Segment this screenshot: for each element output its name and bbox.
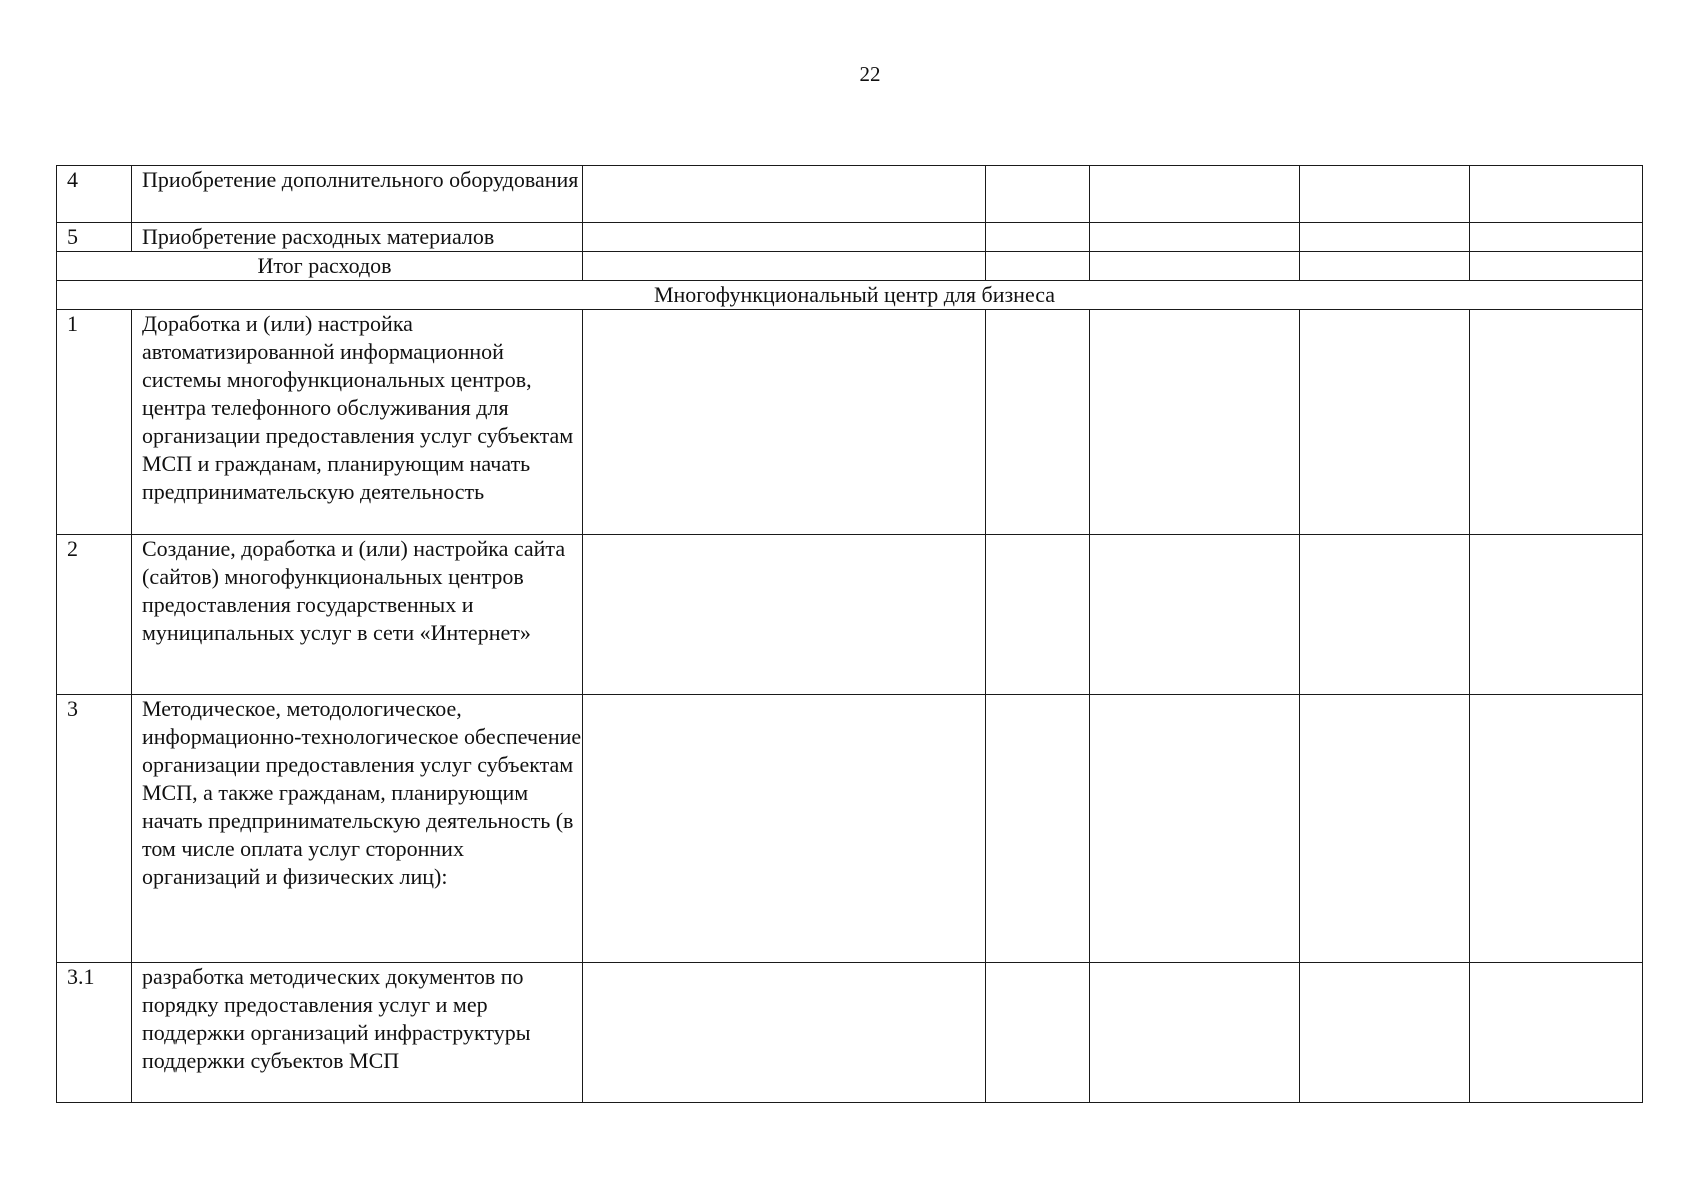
empty-cell: [1300, 535, 1470, 695]
empty-cell: [986, 535, 1090, 695]
empty-cell: [986, 963, 1090, 1103]
row-description-text: Создание, доработка и (или) настройка сайта (сайтов) многофункциональных центров предоставления государственных и муниципальных услуг в сети «Интернет»: [142, 536, 566, 645]
row-number: 4: [57, 166, 132, 223]
empty-cell: [1300, 252, 1470, 281]
empty-cell: [1300, 963, 1470, 1103]
section-header-row: [57, 281, 1643, 310]
row-description-text: разработка методических документов по порядку предоставления услуг и мер поддержки организаций инфраструктуры поддержки субъектов МСП: [142, 964, 531, 1073]
empty-cell: [1470, 695, 1643, 963]
empty-cell: [583, 310, 986, 535]
empty-cell: [1470, 166, 1643, 223]
empty-cell: [583, 223, 986, 252]
empty-cell: [1090, 535, 1300, 695]
row-number: 5: [57, 223, 132, 252]
row-number: 1: [57, 310, 132, 535]
row-description-text: Доработка и (или) настройка автоматизированной информационной системы многофункциональных центров, центра телефонного обслуживания для организации предоставления услуг субъектам МСП и гражданам, планирующим начать предпринимательскую деятельность: [142, 311, 574, 504]
row-description: [132, 310, 583, 535]
section-title: Многофункциональный центр для бизнеса: [57, 281, 1643, 310]
empty-cell: [583, 695, 986, 963]
empty-cell: [1470, 223, 1643, 252]
row-description: [132, 223, 583, 252]
empty-cell: [1470, 535, 1643, 695]
empty-cell: [1300, 695, 1470, 963]
empty-cell: [986, 695, 1090, 963]
table-row: [57, 963, 1643, 1103]
empty-cell: [1470, 252, 1643, 281]
row-description: [132, 963, 583, 1103]
empty-cell: [1470, 310, 1643, 535]
empty-cell: [1300, 310, 1470, 535]
empty-cell: [986, 252, 1090, 281]
row-description-text: Методическое, методологическое, информационно-технологическое обеспечение организации предоставления услуг субъектам МСП, а также гражданам, планирующим начать предпринимательскую деятельность (в том числе оплата услуг сторонних организаций и физических лиц):: [142, 696, 582, 889]
table-row: [57, 166, 1643, 223]
row-description: [132, 695, 583, 963]
empty-cell: [1300, 223, 1470, 252]
table-row: [57, 535, 1643, 695]
empty-cell: [986, 223, 1090, 252]
row-description-text: Приобретение дополнительного оборудования: [142, 167, 579, 192]
total-row: [57, 252, 1643, 281]
empty-cell: [1470, 963, 1643, 1103]
page-number: 22: [859, 62, 881, 86]
empty-cell: [1090, 695, 1300, 963]
table-row: [57, 695, 1643, 963]
row-number: 2: [57, 535, 132, 695]
empty-cell: [583, 252, 986, 281]
empty-cell: [986, 166, 1090, 223]
total-label: Итог расходов: [57, 252, 583, 281]
table-row: [57, 223, 1643, 252]
empty-cell: [583, 963, 986, 1103]
empty-cell: [1090, 963, 1300, 1103]
empty-cell: [1090, 252, 1300, 281]
table-row: [57, 310, 1643, 535]
row-number: 3.1: [57, 963, 132, 1103]
row-description: [132, 535, 583, 695]
empty-cell: [583, 535, 986, 695]
row-description-text: Приобретение расходных материалов: [142, 224, 495, 249]
empty-cell: [986, 310, 1090, 535]
empty-cell: [583, 166, 986, 223]
empty-cell: [1090, 310, 1300, 535]
empty-cell: [1300, 166, 1470, 223]
empty-cell: [1090, 223, 1300, 252]
expenses-table: [56, 165, 1643, 1103]
row-number: 3: [57, 695, 132, 963]
row-description: [132, 166, 583, 223]
empty-cell: [1090, 166, 1300, 223]
